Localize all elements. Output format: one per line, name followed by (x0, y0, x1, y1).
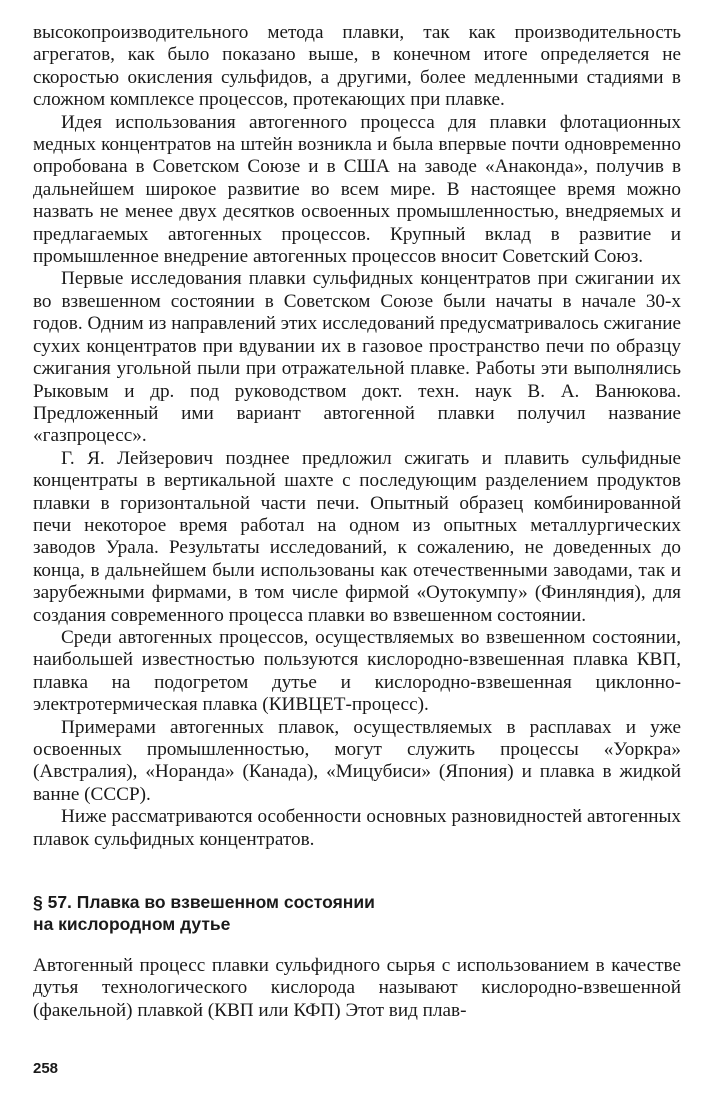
paragraph-suspended-processes: Среди автогенных процессов, осуществляемых во взвешенном состоянии, наибольшей известностью пользуются кислородно-взвешенная плавка КВП, плавка на подогретом дутье и кислородно-взвешенная циклонно-электротермическая плавка (КИВЦЕТ-процесс). (33, 626, 681, 716)
paragraph-continuation: высокопроизводительного метода плавки, так как производительность агрегатов, как было показано выше, в конечном итоге определяется не скоростью окисления сульфидов, а другими, более медленными стадиями в сложном комплексе процессов, протекающих при плавке. (33, 22, 681, 111)
section-heading-line-1: § 57. Плавка во взвешенном состоянии (33, 892, 375, 913)
paragraph-leizerovich: Г. Я. Лейзерович позднее предложил сжигать и плавить сульфидные концентраты в вертикальной шахте с последующим разделением продуктов плавки в горизонтальной части печи. Опытный образец комбинированной печи некоторое время работал на одном из опытных металлургических заводов Урала. Результаты исследований, к сожалению, не доведенных до конца, в дальнейшем были использованы как отечественными заводами, так и зарубежными фирмами, в том числе фирмой «Оутокумпу» (Финляндия), для создания современного процесса плавки во взвешенном состоянии. (33, 447, 681, 626)
paragraph-autogenous-idea: Идея использования автогенного процесса для плавки флотационных медных концентратов на штейн возникла и была впервые почти одновременно опробована в Советском Союзе и в США на заводе «Анаконда», получив в дальнейшем широкое развитие во всем мире. В настоящее время можно назвать не менее двух десятков освоенных промышленностью, внедряемых и предлагаемых автогенных процессов. Крупный вклад в развитие и промышленное внедрение автогенных процессов вносит Советский Союз. (33, 111, 681, 268)
paragraph-melt-processes: Примерами автогенных плавок, осуществляемых в расплавах и уже освоенных промышленностью, могут служить процессы «Уоркра» (Австралия), «Норанда» (Канада), «Мицубиси» (Япония) и плавка в жидкой ванне (СССР). (33, 716, 681, 805)
paragraph-first-research: Первые исследования плавки сульфидных концентратов при сжигании их во взвешенном состоянии в Советском Союзе были начаты в начале 30-х годов. Одним из направлений этих исследований предусматривалось сжигание сухих концентратов при вдувании их в газовое пространство печи по образцу сжигания угольной пыли при отражательной плавке. Работы эти выполнялись Рыковым и др. под руководством докт. техн. наук В. А. Ванюкова. Предложенный ими вариант автогенной плавки получил название «газпроцесс». (33, 268, 681, 447)
page-body (33, 22, 681, 1022)
page-number: 258 (33, 1060, 59, 1077)
section-heading-line-2: на кислородном дутье (33, 914, 231, 935)
paragraph-overview: Ниже рассматриваются особенности основных разновидностей автогенных плавок сульфидных концентратов. (33, 806, 681, 850)
section-heading (33, 891, 681, 935)
section-first-paragraph: Автогенный процесс плавки сульфидного сырья с использованием в качестве дутья технологического кислорода называют кислородно-взвешенной (факельной) плавкой (КВП или КФП) Этот вид плав- (33, 955, 681, 1021)
